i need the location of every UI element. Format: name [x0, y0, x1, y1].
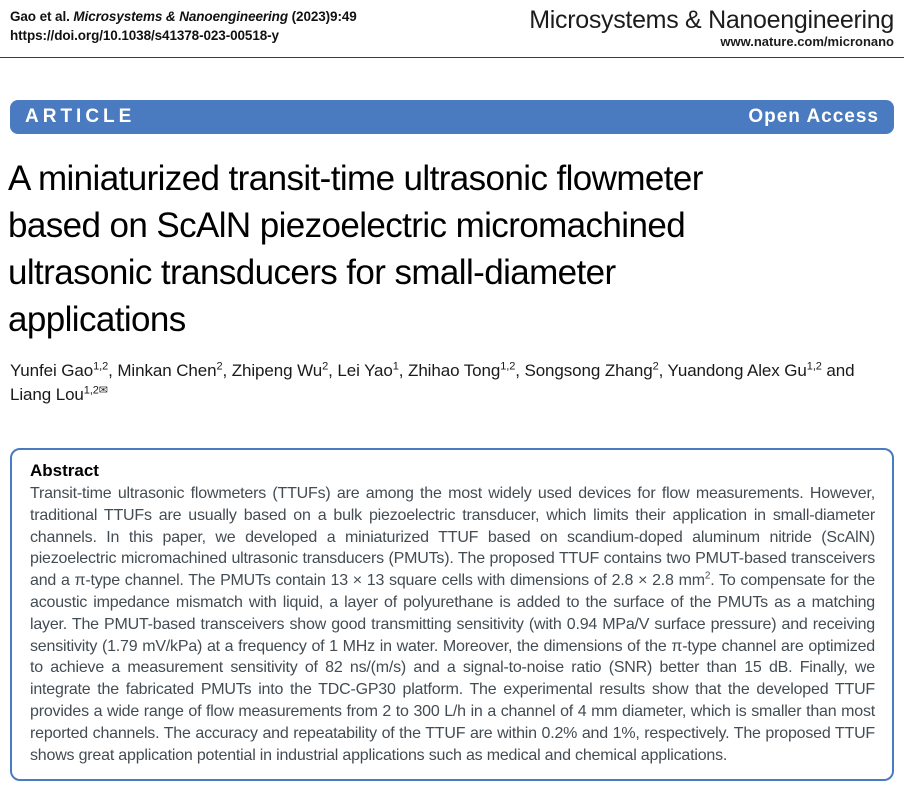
author-separator: ,: [658, 361, 668, 380]
author-affiliation-sup: 1,2: [500, 360, 516, 373]
author-separator: and: [821, 361, 855, 380]
author-name: Yunfei Gao: [10, 361, 94, 380]
abstract-superscript: 2: [704, 570, 711, 582]
title-line: based on ScAlN piezoelectric micromachined: [8, 206, 686, 245]
citation-prefix: Gao et al.: [10, 9, 74, 24]
title-line: ultrasonic transducers for small-diameter: [8, 253, 616, 292]
author-separator: ,: [222, 361, 232, 380]
citation-journal-name: Microsystems & Nanoengineering: [73, 9, 288, 24]
corresponding-author-envelope-icon: ✉: [98, 384, 108, 397]
author-affiliation-sup: 2: [652, 360, 659, 373]
paper-title: [8, 155, 894, 343]
author-separator: ,: [328, 361, 338, 380]
author-name: Songsong Zhang: [524, 361, 653, 380]
author-name: Yuandong Alex Gu: [667, 361, 807, 380]
author-affiliation-sup: 2: [322, 360, 329, 373]
author-affiliation-sup: 1,2: [806, 360, 822, 373]
author-affiliation-sup: 2: [216, 360, 223, 373]
journal-name: Microsystems & Nanoengineering: [529, 6, 894, 34]
author-name: Liang Lou: [10, 385, 84, 404]
abstract-text: [30, 483, 875, 766]
author-name: Zhihao Tong: [408, 361, 501, 380]
abstract-part2: . To compensate for the acoustic impedance mismatch with liquid, a layer of polyurethane is added to the surface of the PMUTs as a matching layer. The PMUT-based transceivers show good transmitting sensitivity (with 0.94 MPa/V surface pressure) and receiving sensitivity (1.79 mV/kPa) at a frequency of 1 MHz in water. Moreover, the dimensions of the π-type channel are optimized to achieve a measurement sensitivity of 82 ns/(m/s) and a signal-to-noise ratio (SNR) better than 15 dB. Finally, we integrate the fabricated PMUTs into the TDC-GP30 platform. The experimental results show that the developed TTUF provides a wide range of flow measurements from 2 to 300 L/h in a channel of 4 mm diameter, which is smaller than most reported channels. The accuracy and repeatability of the TTUF are within 0.2% and 1%, respectively. The proposed TTUF shows great application potential in industrial applications such as medical and chemical applications.: [30, 572, 875, 764]
journal-block: [529, 7, 894, 50]
doi-link: https://doi.org/10.1038/s41378-023-00518-y: [10, 28, 279, 43]
author-separator: ,: [398, 361, 409, 380]
article-banner: [10, 100, 894, 134]
page-header: [0, 0, 904, 50]
abstract-part1: Transit-time ultrasonic flowmeters (TTUFs) are among the most widely used devices for flow measurements. However, traditional TTUFs are usually based on a bulk piezoelectric transducer, which limits their application in small-diameter channels. In this paper, we developed a miniaturized TTUF based on scandium-doped aluminum nitride (ScAlN) piezoelectric micromachined ultrasonic transducers (PMUTs). The proposed TTUF contains two PMUT-based transceivers and a π-type channel. The PMUTs contain 13 × 13 square cells with dimensions of 2.8 × 2.8 mm: [30, 485, 875, 590]
author-affiliation-sup: 1,2: [83, 384, 99, 397]
author-name: Lei Yao: [337, 361, 393, 380]
author-list: [10, 359, 890, 407]
citation-block: [10, 7, 357, 45]
journal-url: www.nature.com/micronano: [720, 34, 894, 49]
author-affiliation-sup: 1: [392, 360, 399, 373]
citation-line: [10, 7, 357, 26]
open-access-badge: Open Access: [748, 106, 879, 127]
author-name: Minkan Chen: [117, 361, 217, 380]
citation-suffix: (2023)9:49: [287, 9, 357, 24]
article-type-label: ARTICLE: [25, 106, 136, 127]
title-line: A miniaturized transit-time ultrasonic flowmeter: [8, 159, 703, 198]
abstract-box: [10, 448, 894, 781]
author-separator: ,: [515, 361, 525, 380]
author-affiliation-sup: 1,2: [93, 360, 109, 373]
title-line: applications: [8, 300, 186, 339]
abstract-heading: Abstract: [30, 461, 99, 480]
author-separator: ,: [108, 361, 118, 380]
header-divider: [0, 57, 904, 58]
author-name: Zhipeng Wu: [231, 361, 323, 380]
